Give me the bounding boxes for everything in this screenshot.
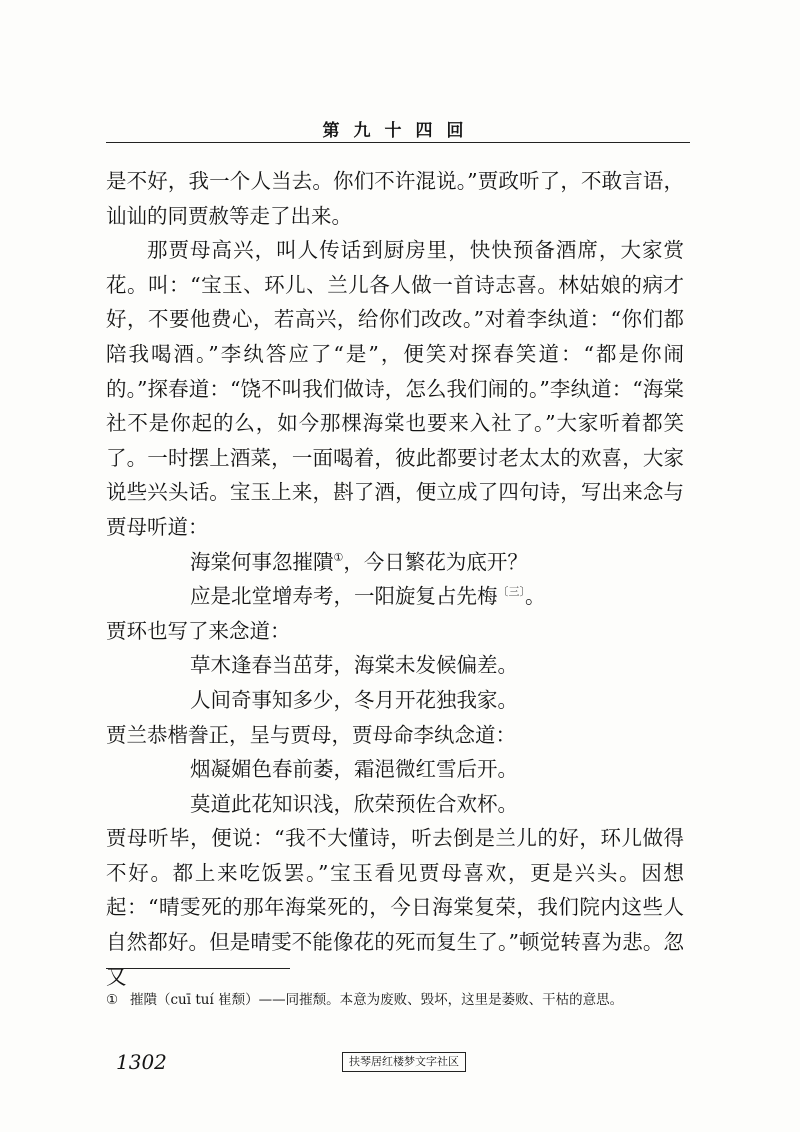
header-rule — [106, 142, 690, 143]
poem-line: 海棠何事忽摧隤①，今日繁花为底开？ — [190, 549, 528, 574]
paragraph: 是不好，我一个人当去。你们不许混说。”贾政听了，不敢言语，讪讪的同贾赦等走了出来。 — [106, 169, 684, 228]
page-number: 1302 — [116, 1050, 167, 1074]
paragraph: 贾环也写了来念道： — [106, 618, 291, 643]
footnote-rule — [106, 968, 290, 969]
paragraph: 贾兰恭楷誊正，呈与贾母，贾母命李纨念道： — [106, 722, 516, 747]
footnote-marker[interactable]: ① — [333, 550, 344, 564]
poem-line: 草木逢春当茁芽，海棠未发候偏差。 — [190, 653, 518, 678]
chapter-header: 第九十四回 — [322, 121, 478, 141]
poem-line: 莫道此花知识浅，欣荣预佐合欢杯。 — [190, 791, 518, 816]
poem-line: 烟凝媚色春前萎，霜浥微红雪后开。 — [190, 757, 518, 782]
watermark-stamp: 扶琴居红楼梦文字社区 — [342, 1052, 466, 1072]
endnote-marker[interactable]: 〔三〕 — [497, 585, 525, 599]
paragraph: 贾母听毕，便说：“我不大懂诗，听去倒是兰儿的好，环儿做得不好。都上来吃饭罢。”宝玉看见贾母喜欢，更是兴头。因想起：“晴雯死的那年海棠死的，今日海棠复荣，我们院内这些人自然都好。但是晴雯不能像花的死而复生了。”顿觉转喜为悲。忽又 — [106, 826, 684, 989]
footnote-mark: ① — [106, 992, 119, 1008]
body-text — [106, 164, 684, 994]
poem-line: 应是北堂增寿考，一阳旋复占先梅$^{〔三〕}$。 — [190, 584, 546, 609]
poem-line: 人间奇事知多少，冬月开花独我家。 — [190, 687, 518, 712]
footnote — [106, 988, 684, 1012]
paragraph: 那贾母高兴，叫人传话到厨房里，快快预备酒席，大家赏花。叫：“宝玉、环儿、兰儿各人做一首诗志喜。林姑娘的病才好，不要他费心，若高兴，给你们改改。”对着李纨道：“你们都陪我喝酒。”李纨答应了“是”，便笑对探春笑道：“都是你闹的。”探春道：“饶不叫我们做诗，怎么我们闹的。”李纨道：“海棠社不是你起的么，如今那棵海棠也要来入社了。”大家听着都笑了。一时摆上酒菜，一面喝着，彼此都要讨老太太的欢喜，大家说些兴头话。宝玉上来，斟了酒，便立成了四句诗，写出来念与贾母听道： — [106, 238, 684, 539]
footnote-text: 摧隤（cuī tuí 崔颓）——同摧颓。本意为废败、毁坏，这里是萎败、干枯的意思。 — [130, 992, 624, 1008]
